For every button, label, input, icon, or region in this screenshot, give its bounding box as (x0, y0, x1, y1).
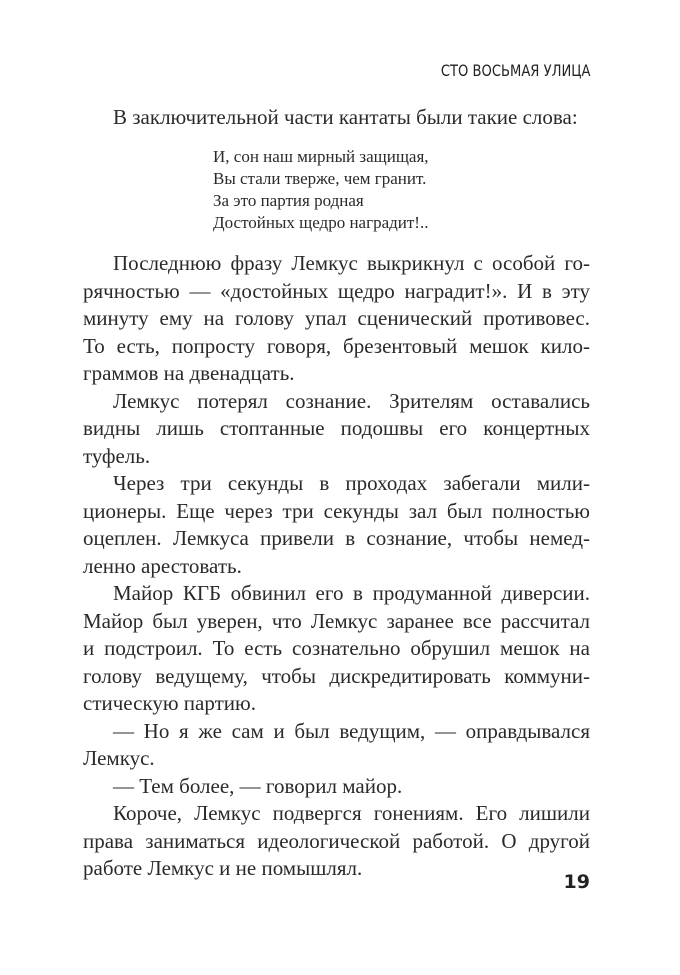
text-line: туфель. (83, 443, 151, 468)
text-line: минуту ему на голову упал сценический противовес. (83, 306, 590, 330)
text-line: Майор КГБ обвинил его в продуманной диверсии. (113, 581, 590, 605)
text-line: — Тем более, — говорил майор. (113, 773, 403, 798)
poem-stanza (213, 146, 429, 234)
text-line: видны лишь стоптанные подошвы его концертных (83, 416, 590, 440)
poem-line: И, сон наш мирный защищая, (213, 147, 429, 166)
text-line: граммов на двенадцать. (83, 361, 295, 385)
text-line: Лемкус потерял сознание. Зрителям оставались (113, 388, 590, 413)
running-header: СТО ВОСЬМАЯ УЛИЦА (440, 61, 590, 80)
intro-line: В заключительной части кантаты были такие слова: (113, 105, 578, 129)
text-line: голову ведущему, чтобы дискредитировать коммуни- (83, 663, 590, 688)
poem-line: За это партия родная (213, 191, 364, 210)
text-line: То есть, попросту говоря, брезентовый мешок кило- (83, 333, 590, 358)
text-line: Лемкус. (83, 746, 155, 770)
text-line: Майор был уверен, что Лемкус заранее все рассчитал (83, 608, 590, 633)
paragraph (83, 388, 590, 471)
text-line: Через три секунды в проходах забегали мили- (113, 471, 590, 495)
text-line: оцеплен. Лемкуса привели в сознание, чтобы немед- (83, 526, 590, 550)
text-line: работе Лемкус и не помышлял. (83, 856, 363, 880)
text-line: и подстроил. То есть сознательно обрушил мешок на (83, 636, 590, 660)
paragraph (83, 718, 590, 773)
poem-line: Вы стали тверже, чем гранит. (213, 169, 427, 188)
text-line: ленно арестовать. (83, 553, 242, 578)
text-line: — Но я же сам и был ведущим, — оправдывался (113, 718, 590, 743)
page-number: 19 (563, 871, 590, 893)
text-line: Последнюю фразу Лемкус выкрикнул с особой го- (113, 251, 590, 275)
poem-line: Достойных щедро наградит!.. (213, 213, 429, 232)
text-line: Короче, Лемкус подвергся гонениям. Его лишили (113, 801, 590, 825)
body-text (83, 250, 590, 883)
text-line: права заниматься идеологической работой. О другой (83, 828, 590, 853)
paragraph (83, 470, 590, 580)
paragraph (83, 773, 590, 801)
paragraph (83, 800, 590, 883)
text-line: стическую партию. (83, 691, 256, 715)
text-line: ционеры. Еще через три секунды зал был полностью (83, 498, 590, 523)
paragraph (83, 580, 590, 718)
paragraph (83, 250, 590, 388)
text-line: рячностью — «достойных щедро наградит!». И в эту (83, 278, 590, 303)
